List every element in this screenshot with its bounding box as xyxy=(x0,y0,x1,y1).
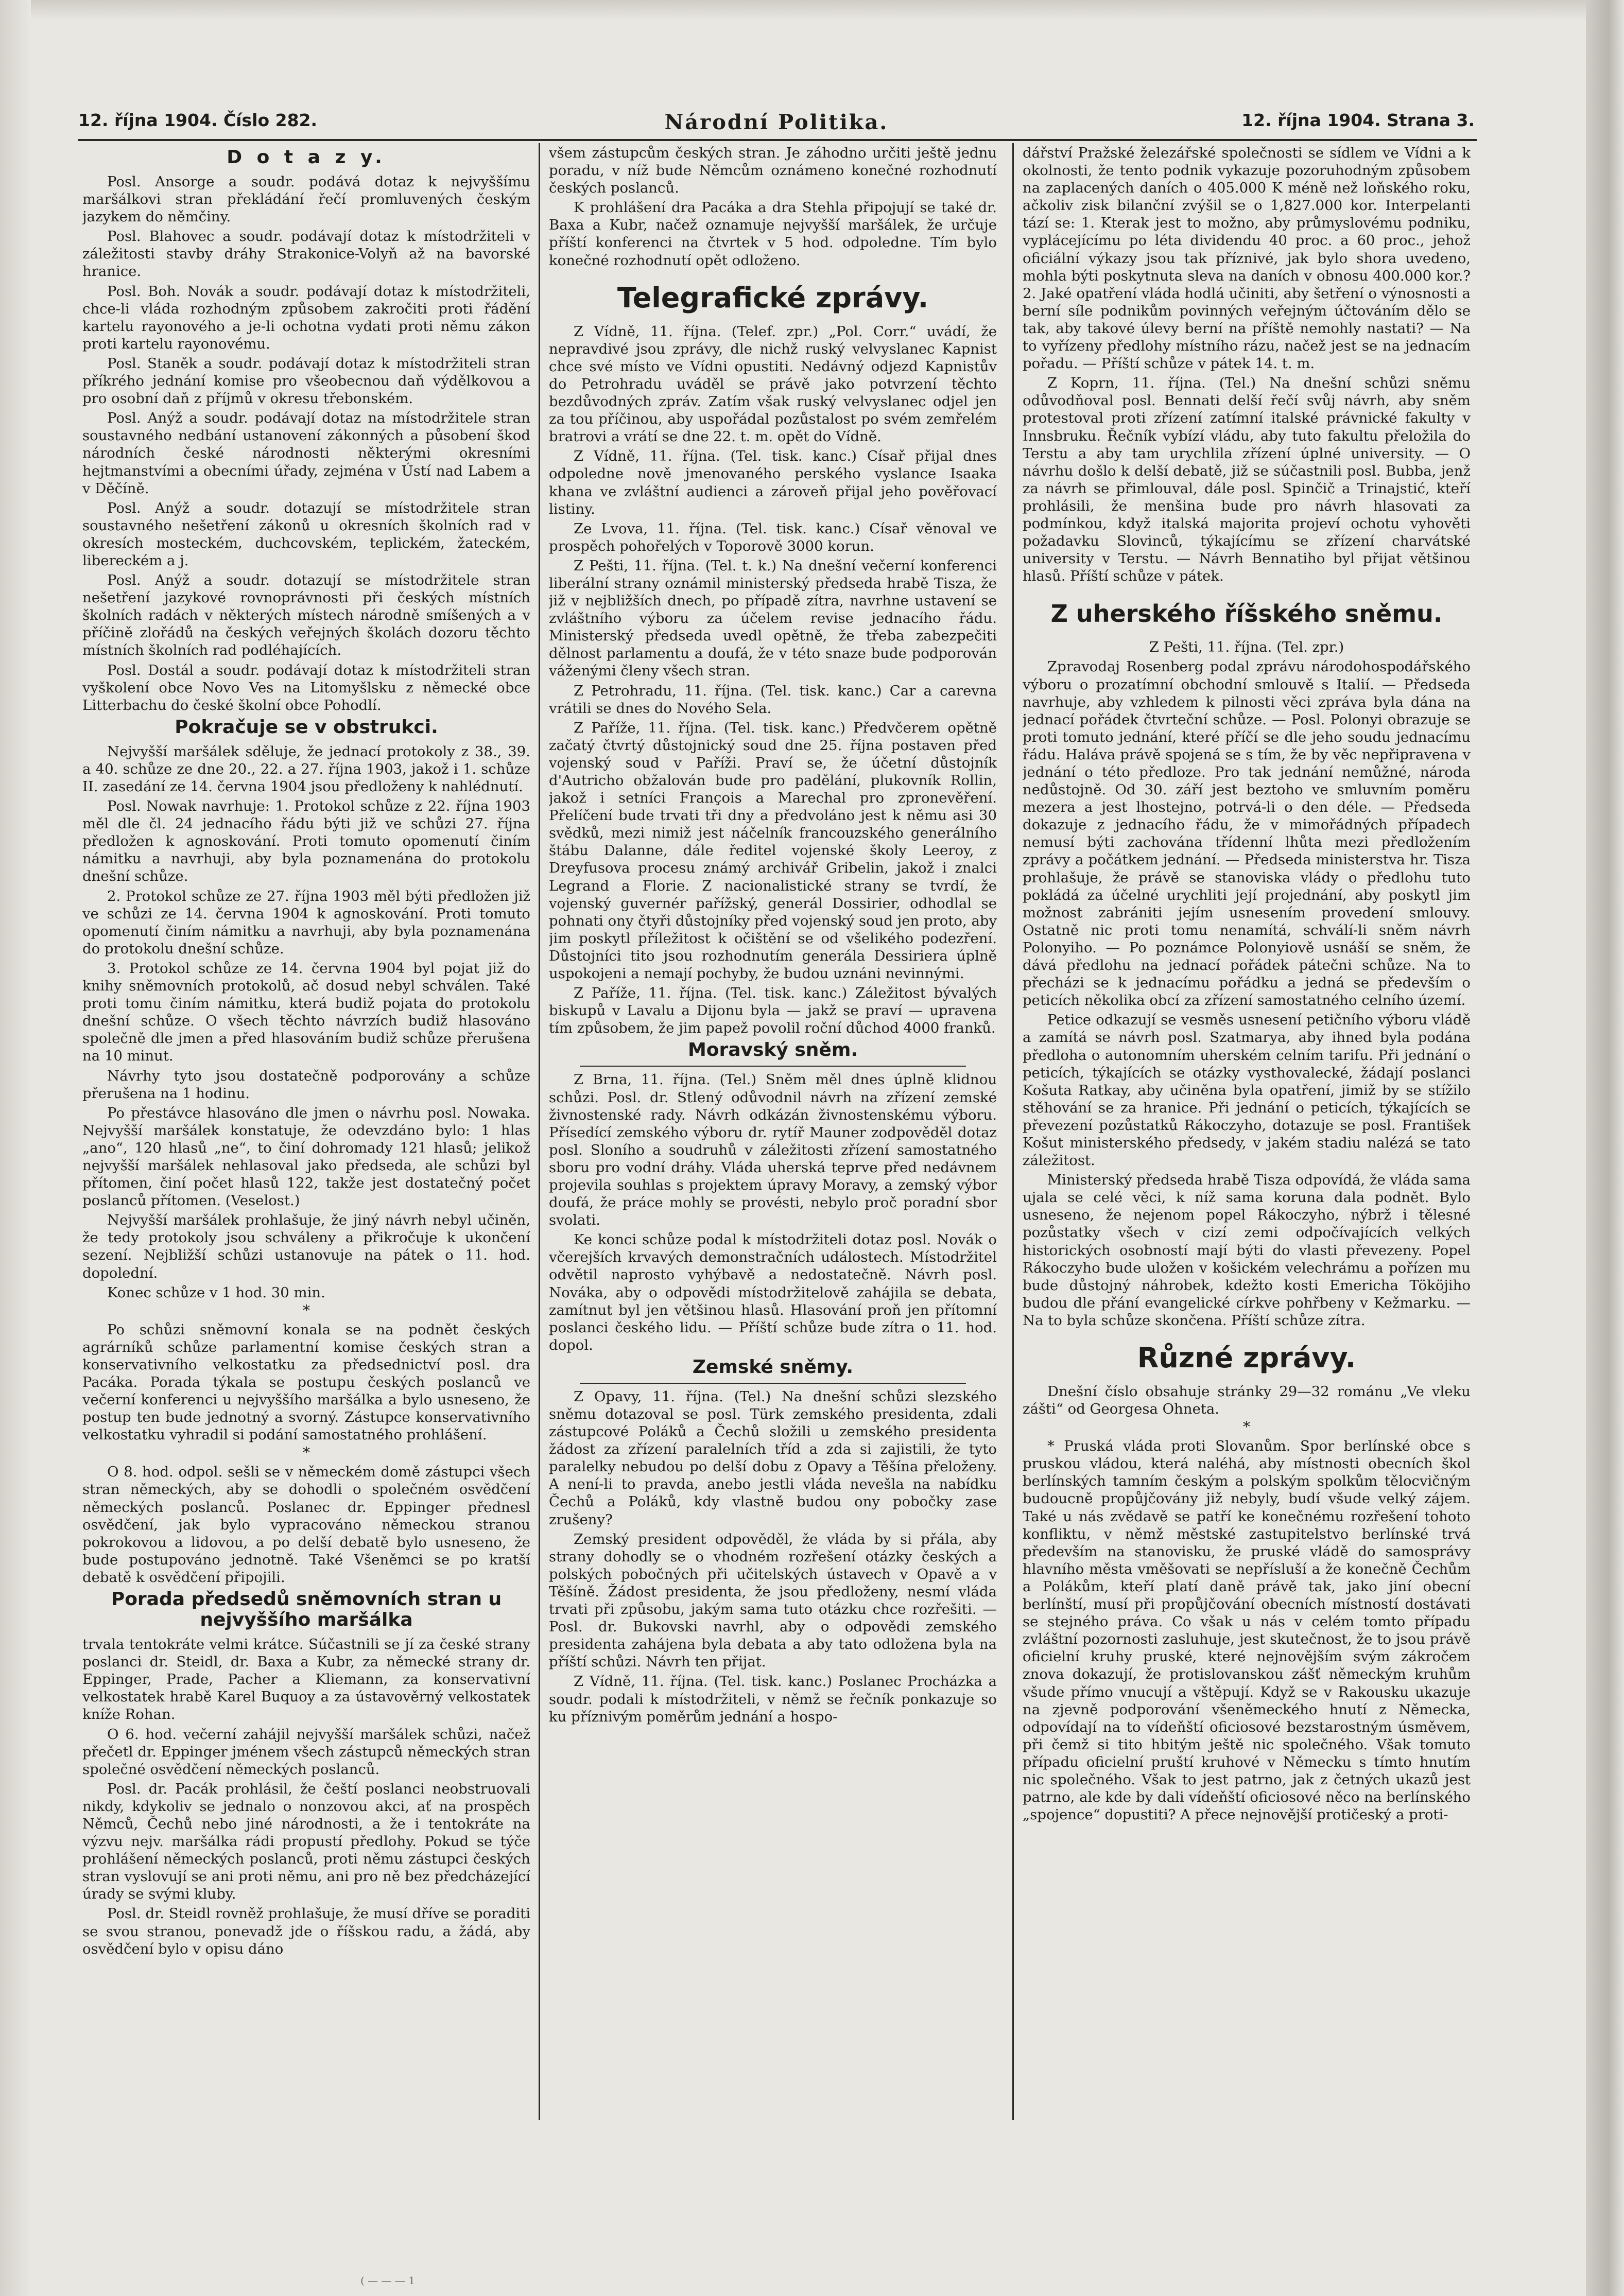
section-separator: * xyxy=(303,1301,310,1319)
paragraph: Posl. dr. Steidl rovněž prohlašuje, že musí dříve se poraditi se svou stranou, ponevadž jde o říšskou radu, a žádá, aby osvědčení bylo v opisu dáno xyxy=(82,1905,530,1957)
column-3 xyxy=(1023,144,1471,2131)
paragraph: trvala tentokráte velmi krátce. Súčastnili se jí za české strany poslanci dr. Steidl, dr. Baxa a Kubr, za německé strany dr. Eppinger, Prade, Pacher a Kliemann, za konservativní velkostatek hrabě Karel Buquoy a za ústavověrný velkostatek kníže Rohan. xyxy=(82,1636,530,1723)
paragraph: všem zástupcům českých stran. Je záhodno určiti ještě jednu poradu, v níž bude Němcům oznámeno konečné rozhodnutí českých poslanců. xyxy=(549,145,997,197)
section-rule xyxy=(580,1383,966,1384)
paragraph: Posl. Anýž a soudr. podávají dotaz na místodržitele stran soustavného nedbání ustanovení zákonných a působení škod národních české národnosti některými okresními hejtmanstvími a obecními úřady, zejména v Ústí nad Labem a v Děčíně. xyxy=(82,410,530,497)
section-title-obstrukce: Pokračuje se v obstrukci. xyxy=(175,716,438,738)
section-title-porada: Porada předsedů sněmovních stran u nejvyššího maršálka xyxy=(111,1589,502,1631)
paragraph: Konec schůze v 1 hod. 30 min. xyxy=(107,1284,325,1301)
paragraph: dářství Pražské železářské společnosti se sídlem ve Vídni a k okolnosti, že tento podnik vykazuje pozoruhodným způsobem na zaplacených daních o 405.000 K méně než loňského roku, ačkoliv zisk bilanční zvýšil se o 1,827.000 kor. Interpelanti tází se: 1. Kterak jest to možno, aby průmyslovému podniku, vyplácejícímu po léta dividendu 40 proc. a 60 proc., jehož oficiální výkazy jsou tak příznivé, jak bylo shora uvedeno, mohla býti poskytnuta sleva na daních v obnosu 400.000 kor.? 2. Jaké opatření vláda hodlá učiniti, aby šetření o výnosnosti a berní síle podnikům povinných veřejným účtováním dělo se tak, aby takové úlevy berní na příště nemohly nastati? — Na to vyřízeny předlohy místního rázu, načež jest se na jednacím pořadu. — Příští schůze v pátek 14. t. m. xyxy=(1023,145,1471,372)
section-title-telegraficke-zpravy: Telegrafické zprávy. xyxy=(617,281,929,314)
scan-edge-right xyxy=(1586,0,1624,2296)
paragraph: Z Pešti, 11. října. (Tel. t. k.) Na dnešní večerní konferenci liberální strany oznámil ministerský předseda hrabě Tisza, že již v nejbližších dnech, po případě zítra, navrhne ustavení se zvláštního výboru za účelem revise jednacího řádu. Ministerský předseda uvedl opětně, že třeba zabezpečiti dělnost parlamentu a doufá, že v této snaze bude podporován váženými členy všech stran. xyxy=(549,557,997,680)
paragraph: Zemský president odpověděl, že vláda by si přála, aby strany dohodly se o vhodném rozřešení otázky českých a polských pobočných při učitelských ústavech v Opavě a v Těšíně. Žádost presidenta, že jsou předloženy, nesmí vláda trvati při způsobu, jakým sama tuto otázku chce rozřešiti. — Posl. dr. Bukovski navrhl, aby o odpovědi zemského presidenta zahájena byla debata a aby tato odložena byla na příští schůzi. Návrh ten přijat. xyxy=(549,1530,997,1671)
paragraph: Z Koprn, 11. října. (Tel.) Na dnešní schůzi sněmu odůvodňoval posl. Bennati delší řečí svůj návrh, aby sněm protestoval proti zřízení zatímní italské právnické fakulty v Innsbruku. Řečník vybízí vládu, aby tuto fakultu přeložila do Terstu a aby tam urychlila zřízení úplné university. — O návrhu došlo k delší debatě, již se súčastnili posl. Bubba, jenž za návrh se přimlouval, dále posl. Spinčič a Trinajstić, kteří prohlásili, že menšina bude pro návrh hlasovati za podmínkou, když italská majorita projeví ochotu vyhověti požadavku Slovinců, týkajícímu se zřízení charvátské university v Terstu. — Návrh Bennatiho byl přijat většinou hlasů. Příští schůze v pátek. xyxy=(1023,375,1471,585)
section-title-uhersky-snem: Z uherského říšského sněmu. xyxy=(1050,600,1443,628)
paragraph: Z Paříže, 11. října. (Tel. tisk. kanc.) Předvčerem opětně začatý čtvrtý důstojnický soud dne 25. října postaven před vojenský soud v Paříži. Praví se, že účetní důstojník d'Autricho obžalován bude pro padělání, plukovník Rollin, jakož i setníci François a Marechal pro zpronevěření. Přelíčení bude trvati tři dny a předvoláno jest k němu asi 30 svědků, mezi nimiž jest náčelník francouzského generálního štábu Dalanne, dále ředitel vojenské školy Leeroy, z Dreyfusova procesu známý archivář Gribelin, jakož i znalci Legrand a Florie. Z nacionalistické strany se tvrdí, že vojenský guvernér pařížský, generál Dossirier, odhodlal se pohnati ony čtyři důstojníky před vojenský soud jen proto, aby jim poskytl příležitost k očištění se od všelikého podezření. Důstojníci tito jsou rozhodnutím generála Dessiriera úplně uspokojeni a nemají pochyby, že budou uznáni nevinnými. xyxy=(549,719,997,982)
paragraph: 3. Protokol schůze ze 14. června 1904 byl pojat již do knihy sněmovních protokolů, ač dosud nebyl schválen. Také proti tomu činím námitku, která budiž pojata do protokolu dnešní schůze. O všech těchto návrzích budiž hlasováno společně dle jmen a před hlasováním budiž schůze přerušena na 10 minut. xyxy=(82,960,530,1065)
paragraph: Dnešní číslo obsahuje stránky 29—32 románu „Ve vleku zášti“ od Georgesa Ohneta. xyxy=(1023,1383,1471,1418)
paragraph: Po schůzi sněmovní konala se na podnět českých agrárníků schůze parlamentní komise českých stran a konservativního velkostatku za předsednictví posl. dra Pacáka. Porada týkala se postupu českých poslanců ve večerní konferenci u nejvyššího maršálka a bylo usneseno, že postup ten bude jednotný a svorný. Zástupce konservativního velkostatku vyhradil si podání samostatného prohlášení. xyxy=(82,1321,530,1443)
paragraph: Posl. Anýž a soudr. dotazují se místodržitele stran soustavného nešetření zákonů u okresních školních rad v okresích mosteckém, duchcovském, teplickém, žateckém, libereckém a j. xyxy=(82,499,530,569)
paragraph: Z Opavy, 11. října. (Tel.) Na dnešní schůzi slezského sněmu dotazoval se posl. Türk zemského presidenta, zdali zástupcové Poláků a Čechů složili u zemského presidenta žádost za zřízení paralelních tříd a zda si zajistili, že tyto paralelky nebudou po delší dobu z Opavy a Těšína přeloženy. A není-li to pravda, anebo jestli vláda nevešla na nabídku Čechů a Poláků, kdy vlastně budou ony pobočky zase zrušeny? xyxy=(549,1388,997,1528)
header-date-page: 12. října 1904. Strana 3. xyxy=(1241,110,1475,130)
column-divider-2 xyxy=(1012,143,1014,2120)
paragraph: Zpravodaj Rosenberg podal zprávu národohospodářského výboru o prozatímní obchodní smlouvě s Italií. — Předseda navrhuje, aby vzhledem k pilnosti věci zpráva byla dána na jednací pořádek čtvrteční schůze. — Posl. Polonyi obrazuje se proti tomuto jednání, které příčí se dle jeho soudu jednacímu řádu. Haláva právě spojená se s tím, že by věc nepřipravena v jednání o této předloze. Pro tak jednání nemůžné, národa nedůstojně. Od 30. září jest beztoho ve smluvním poměru mezera a jest lhostejno, potrvá-li o den déle. — Předseda dokazuje z jednacího řádu, že v mimořádných případech nemusí býti zachována třídenní lhůta mezi předložením zprávy a počátkem jednání. — Předseda ministerstva hr. Tisza prohlašuje, že právě se stanoviska vlády o předlohu tuto pokládá za účelné urychliti její projednání, aby poskytl jim možnost zabrániti jejím usnesením provedení smlouvy. Ostatně nic proti tomu nenamítá, schválí-li sněm návrh Polonyiho. — Po poznámce Polonyiově usnáší se sněm, že dává předlohu na jednací pořádek pátečni schůze. Na to přecházi se k jednacímu pořádku a jedná se především o peticích několika obcí za zřízení samostatného celního území. xyxy=(1023,658,1471,1009)
paragraph: Z Vídně, 11. října. (Tel. tisk. kanc.) Poslanec Procházka a soudr. podali k místodržiteli, v němž se řečník ponkazuje so ku příznivým poměrům jednání a hospo- xyxy=(549,1673,997,1725)
section-rule xyxy=(580,1066,966,1067)
scan-edge-left xyxy=(0,0,31,2296)
header-date-issue: 12. října 1904. Číslo 282. xyxy=(78,110,318,130)
paragraph: Posl. Dostál a soudr. podávají dotaz k místodržiteli stran vyškolení obce Novo Ves na Litomyšlsku z německé obce Litterbachu do české školní obce Pohodlí. xyxy=(82,662,530,714)
paragraph: Z Vídně, 11. října. (Tel. tisk. kanc.) Císař přijal dnes odpoledne nově jmenovaného perského vyslance Isaaka khana ve zvláštní audienci a zároveň přijal jeho pověřovací listiny. xyxy=(549,448,997,517)
paragraph: Nejvyšší maršálek prohlašuje, že jiný návrh nebyl učiněn, že tedy protokoly jsou schváleny a přikročuje k ukončení sezení. Nejbližší schůzi ustanovuje na pátek o 11. hod. dopolední. xyxy=(82,1212,530,1281)
paragraph: Z Vídně, 11. října. (Telef. zpr.) „Pol. Corr.“ uvádí, že nepravdivé jsou zprávy, dle nichž ruský velvyslanec Kapnist chce své místo ve Vídni opustiti. Nedávný odjezd Kapnistův do Petrohradu uváděl se právě jako potvrzení těchto bezdůvodných zpráv. Zatím však ruský velvyslanec odjel jen za tou příčinou, aby uspořádal pozůstalost po svém zemřelém bratrovi a vrátí se dne 22. t. m. opět do Vídně. xyxy=(549,323,997,445)
scan-edge-top xyxy=(0,0,1624,21)
paragraph: Nejvyšší maršálek sděluje, že jednací protokoly z 38., 39. a 40. schůze ze dne 20., 22. a 27. října 1903, jakož i 1. schůze II. zasedání ze 14. června 1904 jsou předloženy k nahlédnutí. xyxy=(82,743,530,795)
dateline: Z Pešti, 11. října. (Tel. zpr.) xyxy=(1149,639,1344,656)
paragraph: Posl. Anýž a soudr. dotazují se místodržitele stran nešetření jazykové rovnoprávnosti při českých místních školních radách v některých místech národně smíšených a v příčině zlořádů na českých veřejných školách dozoru těchto místních školních rad podléhajících. xyxy=(82,572,530,659)
paragraph: Posl. Blahovec a soudr. podávají dotaz k místodržiteli v záležitosti stavby dráhy Strakonice-Volyň až na bavorské hranice. xyxy=(82,228,530,280)
paragraph: Ke konci schůze podal k místodržiteli dotaz posl. Novák o včerejších krvavých demonstračních událostech. Místodržitel odvětil naprosto vyhýbavě a nedostatečně. Návrh posl. Nováka, aby o odpovědi místodržitelově zahájila se debata, zamítnut byl jen většinou hlasů. Hlasování proň jen přítomní poslanci českého lidu. — Příští schůze bude zítra o 11. hod. dopol. xyxy=(549,1231,997,1353)
paragraph: Posl. dr. Pacák prohlásil, že čeští poslanci neobstruovali nikdy, kdykoliv se jednalo o nonzovou akci, ať na prospěch Němců, Čechů nebo jiné národnosti, a že i tentokráte na výzvu nejv. maršálka rádi propustí předlohy. Pokud se týče prohlášení německých poslanců, proti němu zástupci českých stran vyslovují se ani proti němu, ani pro ně bez předcházející úrady se svými kluby. xyxy=(82,1780,530,1903)
paragraph: Petice odkazují se vesměs usnesení petičního výboru vládě a zamítá se návrh posl. Szatmarya, aby ihned byla podána předloha o autonomním uherském celním tarifu. Při jednání o peticích, týkajících se otázky vysthovalecké, žádají poslanci Košuta Ratkay, aby učiněna byla opatření, jimiž by se stížilo stěhování se za hranice. Při jednání o peticích, týkajících se převezení pozůstatků Rákoczyho, dotazuje se posl. František Košut ministerského předsedy, v jakém stadiu nalézá se tato záležitost. xyxy=(1023,1012,1471,1169)
section-title-ruzne-zpravy: Různé zprávy. xyxy=(1137,1342,1356,1374)
section-title-dotazy: D o t a z y. xyxy=(227,147,386,168)
paragraph: Z Paříže, 11. října. (Tel. tisk. kanc.) Záležitost bývalých biskupů v Lavalu a Dijonu byla — jakž se praví — upravena tím způsobem, že jim papež povolil roční důchod 4000 franků. xyxy=(549,985,997,1037)
paragraph: Ministerský předseda hrabě Tisza odpovídá, že vláda sama ujala se celé věci, k níž sama koruna dala podnět. Bylo usneseno, že nejenom popel Rákoczyho, nýbrž i tělesné pozůstatky všech v cizí zemi odpočívajících velkých historických osobností mají býti do vlasti převezeny. Popel Rákoczyho bude uložen v košickém velechrámu a pořízen mu bude důstojný náhrobek, kdežto kosti Emericha Tököjiho budou dle přání evangelické církve pohřbeny v Kežmarku. — Na to byla schůze skončena. Příští schůze zítra. xyxy=(1023,1172,1471,1329)
paragraph: K prohlášení dra Pacáka a dra Stehla připojují se také dr. Baxa a Kubr, načež oznamuje nejvyšší maršálek, že určuje příští konferenci na čtvrtek v 5 hod. odpoledne. Tím bylo konečné rozhodnutí opět odloženo. xyxy=(549,199,997,269)
paragraph: Posl. Ansorge a soudr. podává dotaz k nejvyššímu maršálkovi stran překládání řečí promluvených českým jazykem do němčiny. xyxy=(82,173,530,225)
paragraph: Posl. Staněk a soudr. podávají dotaz k místodržiteli stran příkrého jednání komise pro všeobecnou daň výdělkovou a pro osobní daň z příjmů v okresu třebonském. xyxy=(82,355,530,407)
paragraph: Z Brna, 11. října. (Tel.) Sněm měl dnes úplně klidnou schůzi. Posl. dr. Stlený odůvodnil návrh na zřízení zemské živnostenské rady. Návrh odkázán živnostenskému výboru. Přísedící zemského výboru dr. rytíř Mauner zodpověděl dotaz posl. Sloního a soudruhů v záležitosti zřízení samostatného sboru pro vodní dráhy. Vláda uherská teprve před nedávnem projevila souhlas s projektem úpravy Moravy, a zemský výbor doufá, že práce mohly se provésti, nebylo proč poradní sbor svolati. xyxy=(549,1071,997,1229)
column-1 xyxy=(82,144,530,2131)
paragraph: Návrhy tyto jsou dostatečně podporovány a schůze přerušena na 1 hodinu. xyxy=(82,1067,530,1102)
column-2 xyxy=(549,144,997,2131)
paragraph: Posl. Nowak navrhuje: 1. Protokol schůze z 22. října 1903 měl dle čl. 24 jednacího řádu býti již ve schůzi 27. října předložen k agnoskování. Proti tomuto opomenutí činím námitku a navrhuji, aby byla poznamenána do protokolu dnešní schůze. xyxy=(82,798,530,885)
section-separator: * xyxy=(303,1444,310,1462)
section-title-moravsky-snem: Moravský sněm. xyxy=(687,1039,858,1061)
paragraph: O 6. hod. večerní zahájil nejvyšší maršálek schůzi, načež přečetl dr. Eppinger jménem všech zástupců německých stran společné osvědčení německých poslanců. xyxy=(82,1726,530,1778)
section-title-zemske-snemy: Zemské sněmy. xyxy=(692,1356,854,1378)
column-divider-1 xyxy=(539,143,540,2120)
paragraph: Posl. Boh. Novák a soudr. podávají dotaz k místodržiteli, chce-li vláda rozhodným způsobem zakročiti proti řádění kartelu rayonového a je-li ochotna vydati proti němu zákon proti kartelu rayonovému. xyxy=(82,283,530,352)
page-footer-marks: ( — — — 1 xyxy=(360,2274,415,2287)
header-rule xyxy=(78,139,1477,141)
paragraph: 2. Protokol schůze ze 27. října 1903 měl býti předložen již ve schůzi ze 14. června 1904 k agnoskování. Proti tomuto opomenutí činím námitku a navrhuji, aby byla poznamenána do protokolu dnešní schůze. xyxy=(82,888,530,957)
page-header xyxy=(78,110,1475,137)
paragraph: Po přestávce hlasováno dle jmen o návrhu posl. Nowaka. Nejvyšší maršálek konstatuje, že odevzdáno bylo: 1 hlas „ano“, 120 hlasů „ne“, to činí dohromady 121 hlasů; jelikož nejvyšší maršálek nehlasoval jako předseda, ale schůzi byl přítomen, činí počet hlasů 122, takže jest dostatečný počet poslanců přítomen. (Veselost.) xyxy=(82,1104,530,1209)
paragraph: Ze Lvova, 11. října. (Tel. tisk. kanc.) Císař věnoval ve prospěch pohořelých v Toporově 3000 korun. xyxy=(549,520,997,554)
paragraph: Z Petrohradu, 11. října. (Tel. tisk. kanc.) Car a carevna vrátili se dnes do Nového Sela. xyxy=(549,682,997,717)
masthead-title: Národní Politika. xyxy=(664,110,889,134)
paragraph: * Pruská vláda proti Slovanům. Spor berlínské obce s pruskou vládou, která naléhá, aby místnosti obecních škol berlínských tamním českým a polským spolkům tělocvičným budoucně propůjčovány již nebyly, budí všude velký zájem. Také u nás zvědavě se patří ke konečnému rozřešení tohoto konfliktu, v němž městské zastupitelstvo berlínské trvá především na stanovisku, že pruské vládě do samosprávy hlavního města vměšovati se nepřísluší a že konečně Čechům a Polákům, kteří platí daně právě tak, jako jiní obecní berlínští, musí při propůjčování obecních místností dostávati se stejného práva. Co však u nás v celém tomto případu zvláštní pozornosti zasluhuje, jest skutečnost, že to jsou právě oficielní kruhy pruské, které nejnovějším svým zákročem znova dokazují, že protislovanskou zášť německým kruhům všude přímo vnucují a vštěpují. Když se v Rakousku ukazuje na zjevně podporování všeněmeckého hnutí z Německa, odpovídají na to vídeňští oficiosové bezstarostným úsměvem, při čemž si tito hbitým ještě nic společného. Však tomuto případu oficielní pruští kruhové v Německu s tímto hnutím nic společného. Však to jest patrno, jak z četných ukazů jest patrno, ale kde by dali vídeňští oficiosové něco na berlínského „spojence“ dopustiti? A přece nejnovější protičeský a proti- xyxy=(1023,1438,1471,1823)
section-separator: * xyxy=(1243,1418,1250,1436)
paragraph: O 8. hod. odpol. sešli se v německém domě zástupci všech stran německých, aby se dohodli o společném osvědčení německých poslanců. Poslanec dr. Eppinger přednesl osvědčení, jak bylo vypracováno německou stranou pokrokovou a lidovou, a po delší debatě bylo usneseno, že bude postupováno jednotně. Také Všeněmci se po kratší debatě k osvědčení připojili. xyxy=(82,1464,530,1586)
